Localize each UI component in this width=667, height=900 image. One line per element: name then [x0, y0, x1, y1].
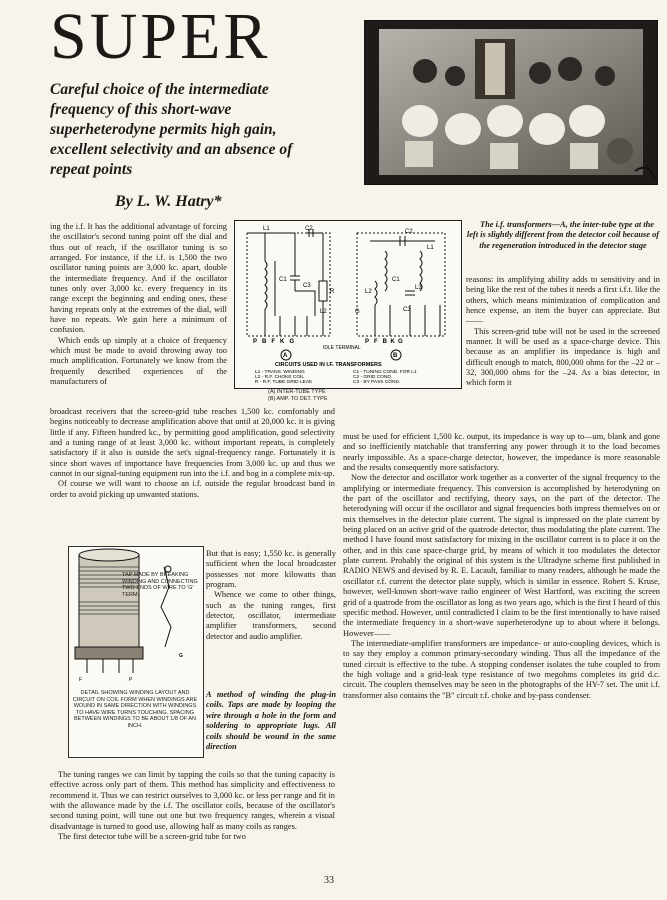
circuit-a-label: A — [283, 353, 288, 359]
body-wide-left: broadcast receivers that the screen-grid tube reaches 1,500 kc. comfortably and begins noticeably to decrease amplification above that until at 20,000 kc. it is giving little if any. Fifteen hundred kc., by permitting good amplification, good selectivity and a tuning range of at least 3,000 kc. without important repeats, is completely satisfactory if it also is outside the set's signal-frequency range. Fortunately it is since short waves of importance have frequencies from 3,000 kc. up and thus we cannot in our signal-tuning equipment run into the i.f. and bog in a complete mix-up. Of course we will want to choose an i.f. outside the regular broadcast band in order to avoid picking up unwanted stations. — [50, 407, 335, 499]
svg-text:G: G — [355, 309, 360, 315]
pin-labels-a: P B F K G — [253, 339, 295, 345]
article-deck: Careful choice of the intermediate frequency of this short-wave superheterodyne permits high gain, excellent selectivity and an absence of repeat points — [50, 81, 293, 178]
idle-terminal-label: IDLE TERMINAL — [323, 345, 361, 351]
svg-text:C2: C2 — [405, 229, 413, 235]
byline: By L. W. Hatry* — [115, 193, 222, 210]
page-number: 33 — [324, 875, 334, 886]
coil-caption: A method of winding the plug-in coils. Taps are made by looping the wire through a hole in the form and soldering to appropriate lugs. All coils should be wound in the same direction — [206, 690, 336, 752]
circuit-b-label: B — [393, 353, 398, 359]
column-1-bottom: The tuning ranges we can limit by tapping the coils so that the tuning capacity is effective across only part of them. This method has simplicity and effectiveness to recommend it. Thus we can restrict ourselves to 3,000 kc. or less per range and fit in with the allowance made by the i.f. The oscillator coils, because of the oscillator's second tuning point, will tune out one but two frequency ranges, wherein a visual disadvantage is turned to good use, allowing half as many coils as ranges. The first detector tube will be a screen-grid tube for two — [50, 770, 335, 842]
column-right-body: must be used for efficient 1,500 kc. output, its impedance is way up to—um, blank and gone and so inefficiently matchable that transferring any power through it to the load becomes nearly impossible. As a space-charge detector, however, the impedance is more reasonable and the results consequently more satisfactory. Now the detector and oscillator work together as a converter of the signal frequency to the amplifying or intermediate frequency. This conversion is accomplished by heterodyning on the part of the oscillator and rectifying, theory says, on the part of the detector. The heterodyning will occur if the oscillator and signal frequencies both impress themselves on or mix themselves in the detector plate current. The signal is impressed on the plate current by being placed on an active grid of the quatrode detector, thus modulating the plate current. The method I have found most satisfactory for mixing in the oscillator current is to place it on the other, and in this case space-charge grid, by means of which it too modulates the detector plate current. Probably the original of this system is the Ultradyne scheme first published in RADIO NEWS and devised by R. E. Lacault, familiar to many readers, although he made the oscillator r.f. current the detector plate supply, which is similar in essence. Robert S. Kruse, however, well-known short-wave radio engineer of West Hartford, was exciting the screen grid of a quatrode from the oscillator as long as two years ago, which is the first I heard of this specific method. However, until contradicted I claim to be the first intentionally to have raised the intermediate frequency in a short-wave superheterodyne up to about where it belongs. However—— The intermediate-amplifier transformers are impedance- or auto-coupling devices, which is to say they employ a common primary-secondary winding. Thus all the impedance of the tuned circuit is effective to the tube. A stopping condenser isolates the tube coupled to from the high voltage and a grid-leak type resistance of two megohms completes its grid d.c. circuit. The couplers themselves may be seen in the photographs of the HY-7 set. The unit i.f. transformer also contains the "B" circuit r.f. choke and by-pass condenser. — [343, 432, 660, 700]
coil-tap-label: TAP MADE BY BREAKING WINDING AND CONNECTING TWO ENDS OF WIRE TO 'G' TERM. — [122, 572, 198, 598]
svg-text:R: R — [330, 289, 335, 295]
column-3-top: reasons: its amplifying ability adds to sensitivity and in being like the rest of the tubes it needs a first i.f.t. like the others, which means minimization of complication and hence expense, an item the buyer can appreciate. But—— This screen-grid tube will not be used in the screened manner. It will be used as a space-charge device. This because as an amplifier its impedance is high and difficult enough to match, 800,000 ohms for the –22 or –32, 300,000 ohms for the –24. As a bias detector, in which form it — [466, 275, 660, 388]
svg-text:P: P — [129, 677, 133, 683]
if-transformer-circuit-diagram — [234, 220, 462, 389]
svg-text:C1 - TUNING COND. FOR L1: C1 - TUNING COND. FOR L1 — [353, 370, 417, 375]
pin-labels-b: P F B K G — [365, 339, 403, 345]
svg-text:C1: C1 — [279, 277, 287, 283]
diagram-part-label: L1 — [263, 226, 270, 232]
svg-text:L1: L1 — [427, 245, 434, 251]
svg-text:R - R.F. TUBE GRID LEAK: R - R.F. TUBE GRID LEAK — [255, 380, 313, 385]
chassis-photo — [364, 20, 658, 185]
svg-text:C1: C1 — [392, 277, 400, 283]
svg-text:L2: L2 — [365, 289, 372, 295]
svg-text:C2 - GRID COND.: C2 - GRID COND. — [353, 375, 393, 380]
svg-text:C3: C3 — [303, 283, 311, 289]
diagram-legend-bottom: (A) INTER-TUBE TYPE (B) AMP. TO DET. TYPE — [268, 389, 328, 402]
svg-text:L2 - R.F. CHOKE COIL: L2 - R.F. CHOKE COIL — [255, 375, 305, 380]
svg-text:L1 - TRANS. WINDING: L1 - TRANS. WINDING — [255, 370, 305, 375]
svg-text:F: F — [79, 677, 83, 683]
svg-text:C3 - BY PASS COND.: C3 - BY PASS COND. — [353, 380, 401, 385]
article-title: SUPER — [50, 0, 271, 73]
diagram-heading: CIRCUITS USED IN I.F. TRANSFORMERS — [275, 362, 382, 368]
coil-detail-label: DETAIL SHOWING WINDING LAYOUT AND CIRCUIT ON COIL FORM WHEN WINDINGS ARE WOUND IN SAME DIRECTION WITH WINDINGS TO HAVE WIRE TURNS TOUCHING. SPACING BETWEEN WINDINGS TO BE ABOUT 1/8 OF AN INCH. — [72, 690, 198, 729]
photo-caption: The i.f. transformers—A, the inter-tube type at the left is slightly different from the detector coil because of the regeneration introduced in the detector stage — [466, 220, 660, 250]
svg-text:C2: C2 — [305, 226, 313, 232]
svg-text:L2: L2 — [320, 309, 327, 315]
column-2-middle: But that is easy; 1,550 kc. is generally sufficient when the local broadcaster possesses not more kilowatts than program. Whence we come to other things, such as the tuning ranges, first detector, oscillator, intermediate amplifier transformers, second detector and audio amplifier. — [206, 549, 336, 641]
column-1-top: ing the i.f. It has the additional advantage of forcing the oscillator's second tuning point off the dial and thus out of reach, if the oscillator tuning is so arranged. For instance, if the i.f. is 1,500 the two oscillator tuning points are 3,000 kc. apart, double the intermediate frequency. And if the oscillator tunes only over 3,000 kc. every frequency in its range except the beginning and ending ones, these having repeats only at the extremes of the dial, will have no repeats. We gain here a minimum of confusion. Which ends up simply at a choice of frequency which must be made to avoid throwing away too much amplification. Fortunately we know from the frequently described experiences of the manufacturers of — [50, 222, 227, 387]
svg-text:G: G — [179, 653, 183, 659]
svg-text:C3: C3 — [403, 307, 411, 313]
svg-text:L3: L3 — [415, 285, 422, 291]
